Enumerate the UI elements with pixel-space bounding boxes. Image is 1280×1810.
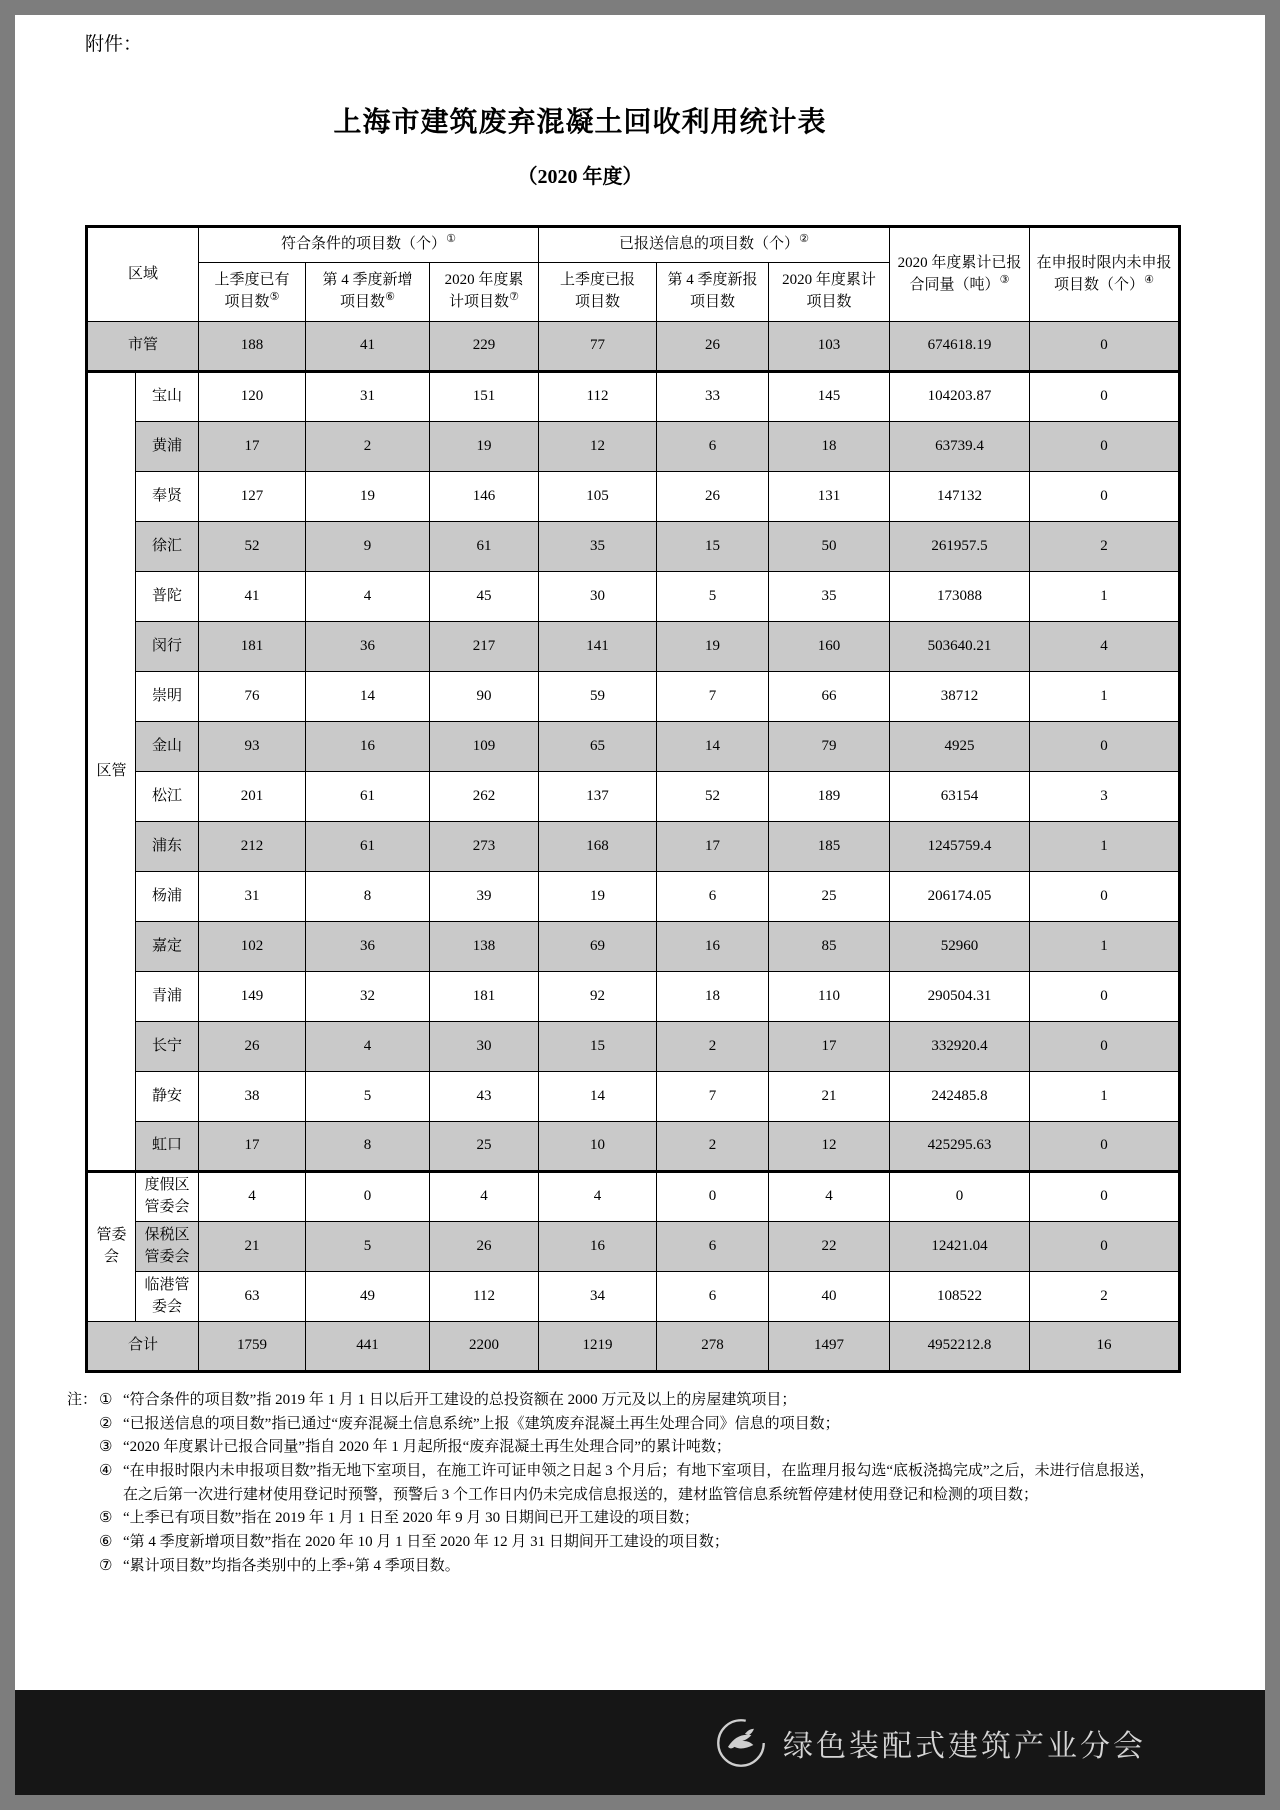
district-cell: 浦东	[136, 822, 199, 872]
note-item	[99, 1389, 1159, 1413]
value-cell: 2	[657, 1122, 769, 1172]
note-item	[99, 1436, 1159, 1460]
value-cell: 25	[769, 872, 890, 922]
value-cell: 59	[539, 672, 657, 722]
value-cell: 9	[306, 522, 430, 572]
table-row	[87, 1022, 1180, 1072]
table-row	[87, 322, 1180, 372]
value-cell: 21	[199, 1222, 306, 1272]
value-cell: 5	[306, 1072, 430, 1122]
value-cell: 5	[306, 1222, 430, 1272]
value-cell: 105	[539, 472, 657, 522]
value-cell: 278	[657, 1322, 769, 1372]
region-merged-cell: 合计	[87, 1322, 199, 1372]
value-cell: 138	[430, 922, 539, 972]
footer-brand-group	[715, 1717, 1146, 1769]
table-row	[87, 1122, 1180, 1172]
value-cell: 0	[1030, 372, 1180, 422]
value-cell: 26	[657, 322, 769, 372]
district-cell: 宝山	[136, 372, 199, 422]
subheader-line: 2020 年度累计	[782, 272, 876, 289]
dove-logo	[715, 1717, 767, 1769]
value-cell: 41	[199, 572, 306, 622]
value-cell: 18	[657, 972, 769, 1022]
statistics-table	[85, 225, 1181, 1373]
value-cell: 31	[306, 372, 430, 422]
subheader-line: 项目数	[340, 294, 386, 310]
note-marker: ③	[99, 1439, 113, 1456]
value-cell: 22	[769, 1222, 890, 1272]
value-cell: 4	[306, 572, 430, 622]
table-row	[87, 1172, 1180, 1222]
page-title: 上海市建筑废弃混凝土回收利用统计表	[333, 107, 827, 138]
value-cell: 0	[1030, 1172, 1180, 1222]
value-cell: 2	[657, 1022, 769, 1072]
value-cell: 30	[430, 1022, 539, 1072]
note-text: “已报送信息的项目数”指已通过“废弃混凝土信息系统”上报《建筑废弃混凝土再生处理合同》信息的项目数；	[123, 1415, 840, 1432]
value-cell: 5	[657, 572, 769, 622]
value-cell: 45	[430, 572, 539, 622]
value-cell: 290504.31	[890, 972, 1030, 1022]
value-cell: 35	[769, 572, 890, 622]
value-cell: 26	[430, 1222, 539, 1272]
region-group-cell: 区管	[87, 372, 136, 1172]
value-cell: 16	[657, 922, 769, 972]
district-cell: 奉贤	[136, 472, 199, 522]
district-cell: 保税区管委会	[136, 1222, 199, 1272]
value-cell: 43	[430, 1072, 539, 1122]
value-cell: 4	[769, 1172, 890, 1222]
note-marker: ⑦	[99, 1557, 113, 1574]
value-cell: 201	[199, 772, 306, 822]
value-cell: 12	[769, 1122, 890, 1172]
note-marker: ⑥	[99, 1534, 113, 1551]
value-cell: 1245759.4	[890, 822, 1030, 872]
note-text: “在申报时限内未申报项目数”指无地下室项目，在施工许可证申领之日起 3 个月后；有地下室项目，在监理月报勾选“底板浇捣完成”之后，未进行信息报送，在之后第一次进行建材使用登记时预警，预警后 3 个工作日内仍未完成信息报送的，建材监管信息系统暂停建材使用登记和检测的项目数；	[123, 1463, 1155, 1503]
value-cell: 14	[306, 672, 430, 722]
value-cell: 31	[199, 872, 306, 922]
district-cell: 普陀	[136, 572, 199, 622]
value-cell: 229	[430, 322, 539, 372]
value-cell: 61	[306, 822, 430, 872]
subheader-line: 第 4 季度新增	[322, 272, 413, 289]
value-cell: 15	[539, 1022, 657, 1072]
value-cell: 4	[199, 1172, 306, 1222]
region-group-cell: 管委会	[87, 1172, 136, 1322]
note-text: “累计项目数”均指各类别中的上季+第 4 季项目数。	[123, 1557, 460, 1574]
value-cell: 0	[657, 1172, 769, 1222]
value-cell: 1	[1030, 572, 1180, 622]
value-cell: 0	[306, 1172, 430, 1222]
value-cell: 26	[657, 472, 769, 522]
value-cell: 63	[199, 1272, 306, 1322]
footnote-mark: ⑥	[385, 291, 395, 303]
page-subtitle: （2020 年度）	[517, 166, 643, 188]
subheader-line: 计项目数	[449, 294, 510, 310]
subheader-line: 2020 年度累	[444, 272, 524, 289]
value-cell: 85	[769, 922, 890, 972]
table-row	[87, 672, 1180, 722]
value-cell: 188	[199, 322, 306, 372]
value-cell: 63739.4	[890, 422, 1030, 472]
table-row	[87, 822, 1180, 872]
value-cell: 147132	[890, 472, 1030, 522]
value-cell: 0	[1030, 1222, 1180, 1272]
value-cell: 1	[1030, 672, 1180, 722]
value-cell: 0	[1030, 1022, 1180, 1072]
value-cell: 146	[430, 472, 539, 522]
value-cell: 1759	[199, 1322, 306, 1372]
value-cell: 2	[1030, 1272, 1180, 1322]
subheader-line: 项目数	[806, 294, 852, 310]
subheader-line: 项目数	[224, 294, 270, 310]
value-cell: 273	[430, 822, 539, 872]
footnote-mark: ⑤	[269, 291, 280, 303]
value-cell: 76	[199, 672, 306, 722]
value-cell: 16	[306, 722, 430, 772]
value-cell: 4	[306, 1022, 430, 1072]
value-cell: 4	[539, 1172, 657, 1222]
footer-brand: 绿色装配式建筑产业分会	[783, 1729, 1146, 1763]
district-cell: 度假区管委会	[136, 1172, 199, 1222]
value-cell: 18	[769, 422, 890, 472]
table-row	[87, 1322, 1180, 1372]
notes	[67, 1389, 1159, 1579]
value-cell: 109	[430, 722, 539, 772]
value-cell: 90	[430, 672, 539, 722]
value-cell: 0	[1030, 322, 1180, 372]
note-item	[99, 1555, 1159, 1579]
value-cell: 0	[1030, 422, 1180, 472]
value-cell: 61	[306, 772, 430, 822]
value-cell: 332920.4	[890, 1022, 1030, 1072]
column-subheader	[657, 263, 769, 322]
value-cell: 262	[430, 772, 539, 822]
table-row	[87, 622, 1180, 672]
value-cell: 212	[199, 822, 306, 872]
value-cell: 50	[769, 522, 890, 572]
district-cell: 杨浦	[136, 872, 199, 922]
value-cell: 36	[306, 622, 430, 672]
value-cell: 103	[769, 322, 890, 372]
value-cell: 0	[1030, 872, 1180, 922]
value-cell: 151	[430, 372, 539, 422]
value-cell: 52960	[890, 922, 1030, 972]
district-cell: 黄浦	[136, 422, 199, 472]
value-cell: 10	[539, 1122, 657, 1172]
note-item	[99, 1413, 1159, 1437]
value-cell: 65	[539, 722, 657, 772]
note-marker: ②	[99, 1415, 113, 1432]
district-cell: 崇明	[136, 672, 199, 722]
value-cell: 14	[539, 1072, 657, 1122]
column-header-contract-label: 2020 年度累计已报合同量（吨）	[897, 254, 1022, 293]
notes-prefix: 注：	[67, 1392, 98, 1408]
value-cell: 39	[430, 872, 539, 922]
subheader-line: 第 4 季度新报	[667, 272, 758, 289]
value-cell: 41	[306, 322, 430, 372]
column-group-reported-label: 已报送信息的项目数（个）	[619, 236, 800, 253]
value-cell: 30	[539, 572, 657, 622]
value-cell: 14	[657, 722, 769, 772]
value-cell: 112	[430, 1272, 539, 1322]
value-cell: 181	[199, 622, 306, 672]
value-cell: 49	[306, 1272, 430, 1322]
table-row	[87, 422, 1180, 472]
table-row	[87, 1072, 1180, 1122]
attachment-label: 附件：	[85, 34, 143, 55]
footer-banner	[15, 1690, 1265, 1795]
value-cell: 1219	[539, 1322, 657, 1372]
value-cell: 63154	[890, 772, 1030, 822]
value-cell: 112	[539, 372, 657, 422]
table-row	[87, 372, 1180, 422]
value-cell: 425295.63	[890, 1122, 1030, 1172]
value-cell: 0	[1030, 472, 1180, 522]
value-cell: 16	[539, 1222, 657, 1272]
district-cell: 松江	[136, 772, 199, 822]
value-cell: 160	[769, 622, 890, 672]
district-cell: 青浦	[136, 972, 199, 1022]
value-cell: 6	[657, 422, 769, 472]
column-group-reported	[539, 227, 890, 263]
value-cell: 0	[1030, 1122, 1180, 1172]
value-cell: 19	[306, 472, 430, 522]
value-cell: 69	[539, 922, 657, 972]
value-cell: 181	[430, 972, 539, 1022]
value-cell: 17	[769, 1022, 890, 1072]
value-cell: 40	[769, 1272, 890, 1322]
value-cell: 189	[769, 772, 890, 822]
value-cell: 79	[769, 722, 890, 772]
note-marker: ①	[99, 1392, 113, 1408]
column-group-qualified-label: 符合条件的项目数（个）	[281, 236, 447, 253]
district-cell: 长宁	[136, 1022, 199, 1072]
value-cell: 7	[657, 1072, 769, 1122]
subheader-line: 项目数	[689, 294, 735, 310]
note-text: “符合条件的项目数”指 2019 年 1 月 1 日以后开工建设的总投资额在 2000 万元及以上的房屋建筑项目；	[123, 1392, 797, 1408]
value-cell: 61	[430, 522, 539, 572]
column-header-overdue	[1030, 227, 1180, 322]
note-item	[99, 1460, 1159, 1507]
value-cell: 4	[1030, 622, 1180, 672]
value-cell: 4	[430, 1172, 539, 1222]
footnote-mark: ⑦	[509, 291, 519, 303]
note-item	[99, 1507, 1159, 1531]
subheader-line: 上季度已报	[559, 272, 635, 289]
value-cell: 441	[306, 1322, 430, 1372]
value-cell: 66	[769, 672, 890, 722]
value-cell: 52	[657, 772, 769, 822]
value-cell: 674618.19	[890, 322, 1030, 372]
value-cell: 242485.8	[890, 1072, 1030, 1122]
value-cell: 141	[539, 622, 657, 672]
note-text: “2020 年度累计已报合同量”指自 2020 年 1 月起所报“废弃混凝土再生处理合同”的累计吨数；	[123, 1439, 731, 1456]
value-cell: 6	[657, 1222, 769, 1272]
value-cell: 38	[199, 1072, 306, 1122]
district-cell: 闵行	[136, 622, 199, 672]
value-cell: 1	[1030, 1072, 1180, 1122]
value-cell: 1	[1030, 822, 1180, 872]
column-subheader	[430, 263, 539, 322]
value-cell: 6	[657, 872, 769, 922]
table-row	[87, 572, 1180, 622]
footnote-mark: ④	[1144, 273, 1154, 286]
note-text: “上季已有项目数”指在 2019 年 1 月 1 日至 2020 年 9 月 30 日期间已开工建设的项目数；	[123, 1510, 699, 1527]
district-cell: 虹口	[136, 1122, 199, 1172]
value-cell: 93	[199, 722, 306, 772]
note-item	[99, 1531, 1159, 1555]
value-cell: 2	[306, 422, 430, 472]
region-merged-cell: 市管	[87, 322, 199, 372]
value-cell: 0	[1030, 972, 1180, 1022]
value-cell: 7	[657, 672, 769, 722]
column-subheader	[199, 263, 306, 322]
value-cell: 12	[539, 422, 657, 472]
value-cell: 15	[657, 522, 769, 572]
subheader-line: 项目数	[574, 294, 620, 310]
column-subheader	[539, 263, 657, 322]
value-cell: 127	[199, 472, 306, 522]
note-marker: ④	[99, 1463, 113, 1480]
value-cell: 1	[1030, 922, 1180, 972]
value-cell: 131	[769, 472, 890, 522]
value-cell: 32	[306, 972, 430, 1022]
value-cell: 2	[1030, 522, 1180, 572]
value-cell: 145	[769, 372, 890, 422]
footnote-mark: ②	[799, 233, 809, 246]
value-cell: 12421.04	[890, 1222, 1030, 1272]
value-cell: 17	[199, 422, 306, 472]
table-row	[87, 722, 1180, 772]
footnote-mark: ①	[446, 233, 456, 246]
table-row	[87, 522, 1180, 572]
value-cell: 17	[657, 822, 769, 872]
value-cell: 4925	[890, 722, 1030, 772]
value-cell: 33	[657, 372, 769, 422]
value-cell: 8	[306, 1122, 430, 1172]
district-cell: 金山	[136, 722, 199, 772]
value-cell: 35	[539, 522, 657, 572]
column-subheader	[769, 263, 890, 322]
value-cell: 0	[890, 1172, 1030, 1222]
footnote-mark: ③	[999, 273, 1010, 286]
value-cell: 16	[1030, 1322, 1180, 1372]
column-header-overdue-label: 在申报时限内未申报项目数（个）	[1036, 254, 1172, 293]
value-cell: 120	[199, 372, 306, 422]
value-cell: 25	[430, 1122, 539, 1172]
value-cell: 108522	[890, 1272, 1030, 1322]
value-cell: 104203.87	[890, 372, 1030, 422]
value-cell: 77	[539, 322, 657, 372]
value-cell: 0	[1030, 722, 1180, 772]
value-cell: 52	[199, 522, 306, 572]
value-cell: 1497	[769, 1322, 890, 1372]
note-marker: ⑤	[99, 1510, 113, 1527]
table-row	[87, 1272, 1180, 1322]
document-page	[15, 15, 1265, 1690]
note-text: “第 4 季度新增项目数”指在 2020 年 10 月 1 日至 2020 年 12 月 31 日期间开工建设的项目数；	[123, 1534, 729, 1551]
value-cell: 261957.5	[890, 522, 1030, 572]
value-cell: 137	[539, 772, 657, 822]
value-cell: 206174.05	[890, 872, 1030, 922]
value-cell: 19	[539, 872, 657, 922]
value-cell: 217	[430, 622, 539, 672]
value-cell: 3	[1030, 772, 1180, 822]
value-cell: 6	[657, 1272, 769, 1322]
value-cell: 8	[306, 872, 430, 922]
value-cell: 36	[306, 922, 430, 972]
subheader-line: 上季度已有	[214, 272, 290, 289]
value-cell: 173088	[890, 572, 1030, 622]
value-cell: 21	[769, 1072, 890, 1122]
column-group-qualified	[199, 227, 539, 263]
district-cell: 嘉定	[136, 922, 199, 972]
column-header-region: 区域	[87, 227, 199, 322]
table-row	[87, 472, 1180, 522]
table-row	[87, 972, 1180, 1022]
column-header-contract-amount	[890, 227, 1030, 322]
table-row	[87, 772, 1180, 822]
value-cell: 92	[539, 972, 657, 1022]
value-cell: 4952212.8	[890, 1322, 1030, 1372]
column-subheader	[306, 263, 430, 322]
value-cell: 19	[430, 422, 539, 472]
district-cell: 静安	[136, 1072, 199, 1122]
value-cell: 102	[199, 922, 306, 972]
value-cell: 149	[199, 972, 306, 1022]
value-cell: 2200	[430, 1322, 539, 1372]
district-cell: 徐汇	[136, 522, 199, 572]
value-cell: 34	[539, 1272, 657, 1322]
value-cell: 185	[769, 822, 890, 872]
value-cell: 110	[769, 972, 890, 1022]
value-cell: 503640.21	[890, 622, 1030, 672]
value-cell: 26	[199, 1022, 306, 1072]
table-row	[87, 922, 1180, 972]
value-cell: 38712	[890, 672, 1030, 722]
value-cell: 168	[539, 822, 657, 872]
value-cell: 19	[657, 622, 769, 672]
table-row	[87, 1222, 1180, 1272]
district-cell: 临港管委会	[136, 1272, 199, 1322]
table-row	[87, 872, 1180, 922]
value-cell: 17	[199, 1122, 306, 1172]
